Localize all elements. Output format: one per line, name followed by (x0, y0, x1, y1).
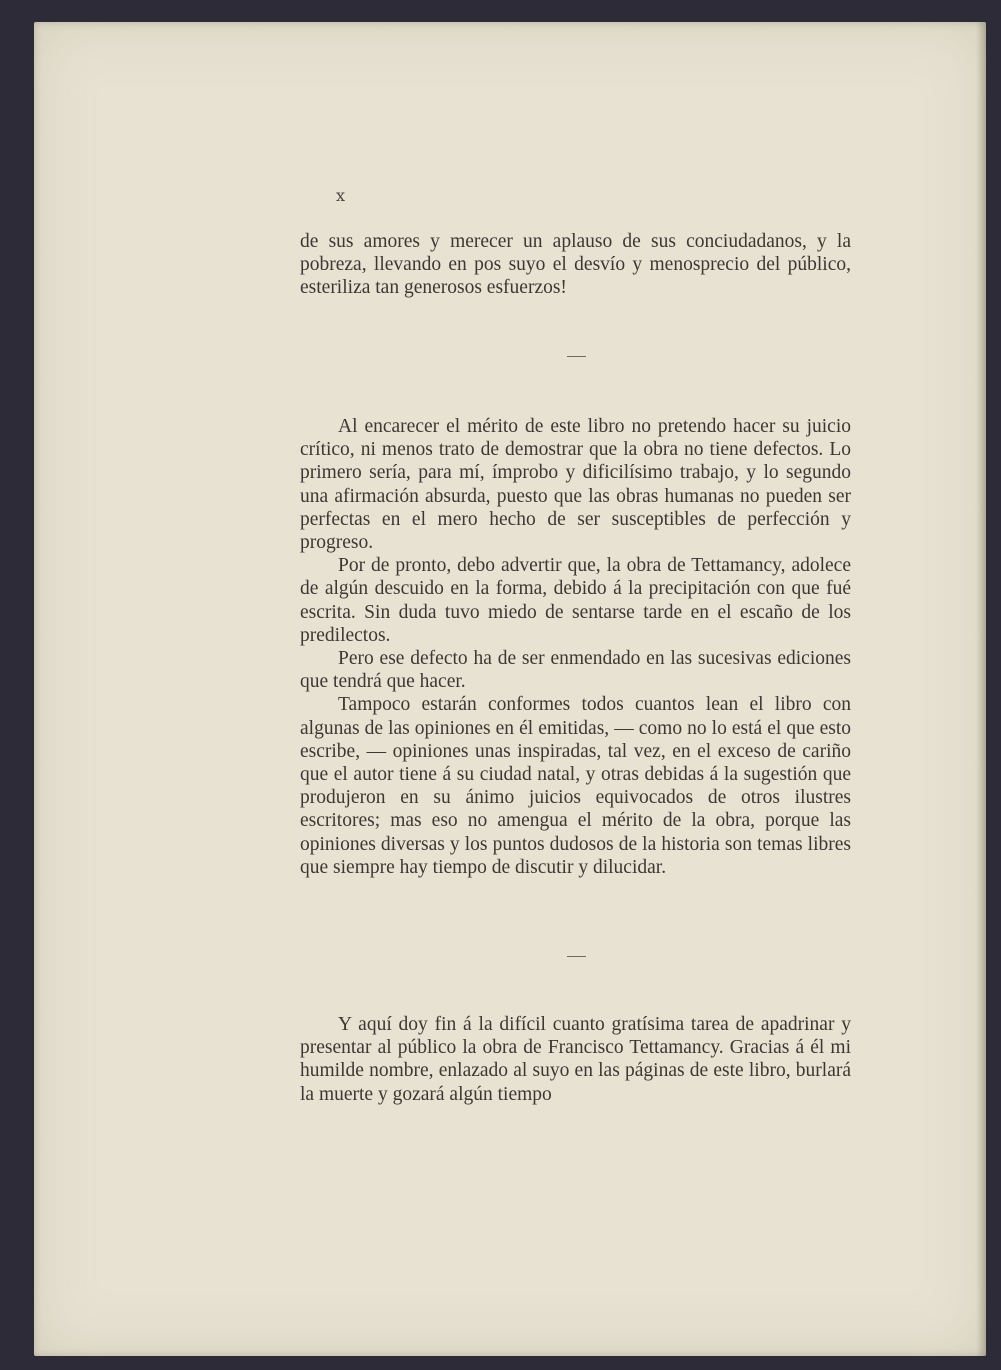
section-separator (567, 356, 586, 357)
section-separator (567, 956, 586, 957)
text-section-1 (300, 230, 851, 300)
text-section-2 (300, 415, 851, 879)
page-number: x (336, 186, 347, 205)
paragraph: de sus amores y merecer un aplauso de sus conciudadanos, y la pobreza, llevando en pos suyo el desvío y menosprecio del público, esteriliza tan generosos esfuerzos! (300, 231, 851, 299)
paragraph: Por de pronto, debo advertir que, la obra de Tettamancy, adolece de algún descuido en la forma, debido á la precipitación con que fué escrita. Sin duda tuvo miedo de sentarse tarde en el escaño de los predilectos. (300, 555, 851, 646)
paragraph: Y aquí doy fin á la difícil cuanto gratísima tarea de apadrinar y presentar al público la obra de Francisco Tettamancy. Gracias á él mi humilde nombre, enlazado al suyo en las páginas de este libro, burlará la muerte y gozará algún tiempo (300, 1014, 851, 1105)
paragraph: Tampoco estarán conformes todos cuantos lean el libro con algunas de las opiniones en él emitidas, — como no lo está el que esto escribe, — opiniones unas inspiradas, tal vez, en el exceso de cariño que el autor tiene á su ciudad natal, y otras debidas á la sugestión que produjeron en su ánimo juicios equivocados de otros ilustres escritores; mas eso no amengua el mérito de la obra, porque las opiniones diversas y los puntos dudosos de la historia son temas libres que siempre hay tiempo de discutir y dilucidar. (300, 694, 851, 878)
text-section-3 (300, 1013, 851, 1106)
paragraph: Pero ese defecto ha de ser enmendado en las sucesivas ediciones que tendrá que hacer. (300, 648, 851, 693)
paragraph: Al encarecer el mérito de este libro no pretendo hacer su juicio crítico, ni menos trato de demostrar que la obra no tiene defectos. Lo primero sería, para mí, ímprobo y dificilísimo trabajo, y lo segundo una afirmación absurda, puesto que las obras humanas no pueden ser perfectas en el mero hecho de ser susceptibles de perfección y progreso. (300, 416, 851, 554)
page-edge-shadow (976, 22, 986, 1356)
